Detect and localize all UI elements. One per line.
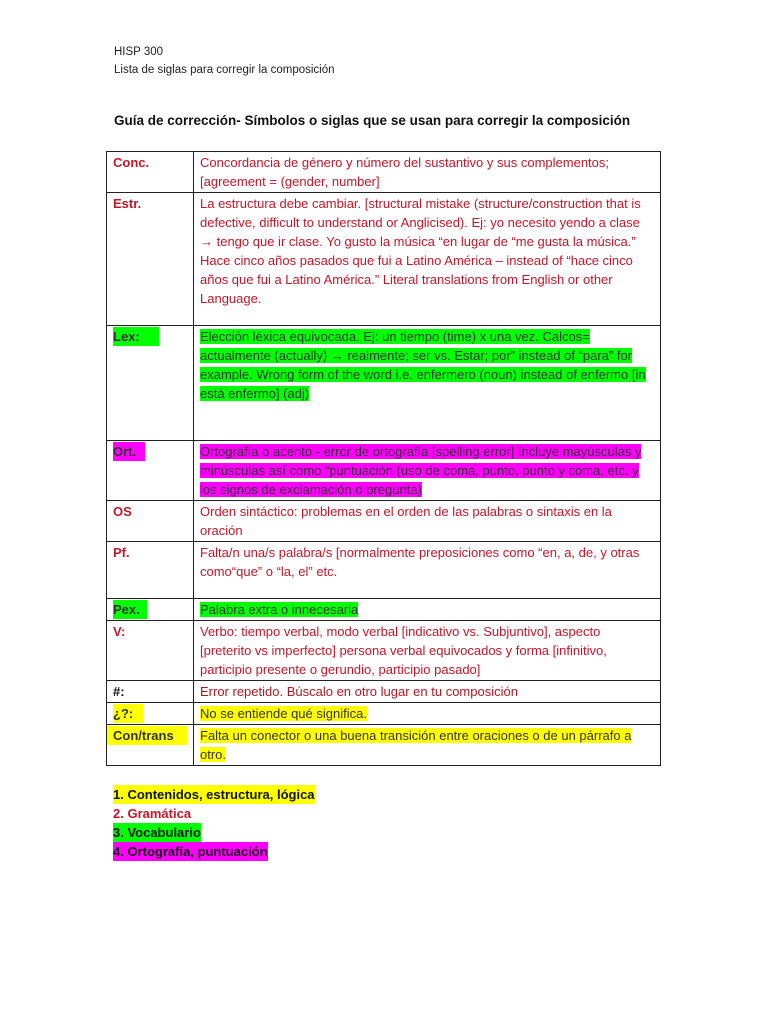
description-cell <box>194 441 661 501</box>
abbr-label: Estr. <box>113 196 142 211</box>
description-text: Falta/n una/s palabra/s [normalmente preposiciones como “en, a, de, y otras como“que” o “la, el” etc. <box>200 545 640 579</box>
abbr-cell <box>107 725 194 766</box>
abbr-cell <box>107 326 194 441</box>
description-cell <box>194 326 661 441</box>
abbr-label: Ort. <box>113 442 145 461</box>
abbr-cell <box>107 599 194 621</box>
abbr-label: Pf. <box>113 545 130 560</box>
table-row <box>107 703 661 725</box>
description-text: Ortografía o acento - error de ortografía [spelling error] Incluye mayúsculas y minúsculas así como “puntuación (uso de coma, punto, punto y coma, etc. y los signos de exclamación o pregunta) <box>200 444 642 497</box>
description-cell <box>194 599 661 621</box>
abbr-cell <box>107 542 194 599</box>
page-title: Guía de corrección- Símbolos o siglas que se usan para corregir la composición <box>114 113 631 128</box>
abbr-label: ¿?: <box>113 704 143 723</box>
table-row <box>107 193 661 326</box>
table-row <box>107 501 661 542</box>
abbr-label: Con/trans <box>107 726 187 745</box>
description-text: Orden sintáctico: problemas en el orden de las palabras o sintaxis en la oración <box>200 504 612 538</box>
table-row <box>107 542 661 599</box>
legend-item: 3. Vocabulario <box>113 825 201 840</box>
legend-item: 2. Gramática <box>113 806 192 821</box>
description-text: Concordancia de género y número del sustantivo y sus complementos; [agreement = (gender, number] <box>200 155 609 189</box>
arrow-right-icon: → <box>200 234 213 249</box>
abbr-label: Lex: <box>113 327 159 346</box>
abbr-label: OS <box>113 504 132 519</box>
abbr-cell <box>107 703 194 725</box>
legend-item: 1. Contenidos, estructura, lógica <box>113 787 315 802</box>
description-cell <box>194 152 661 193</box>
table-row <box>107 725 661 766</box>
document-subtitle: Lista de siglas para corregir la composición <box>114 64 335 76</box>
abbr-label: #: <box>113 684 125 699</box>
description-text: No se entiende qué significa. <box>200 706 367 721</box>
course-code: HISP 300 <box>114 46 164 58</box>
description-cell <box>194 193 661 326</box>
description-cell <box>194 725 661 766</box>
abbr-cell <box>107 152 194 193</box>
correction-table <box>106 151 661 766</box>
abbr-label: Conc. <box>113 155 150 170</box>
abbr-cell <box>107 621 194 681</box>
description-cell <box>194 501 661 542</box>
table-row <box>107 326 661 441</box>
abbr-cell <box>107 501 194 542</box>
description-text: Falta un conector o una buena transición entre oraciones o de un párrafo a otro. <box>200 728 632 762</box>
description-cell <box>194 703 661 725</box>
table-row <box>107 681 661 703</box>
table-row <box>107 152 661 193</box>
description-text: La estructura debe cambiar. [structural mistake (structure/construction that is defective, difficult to understand or Anglicised). Ej: yo necesito yendo a clase <box>200 196 641 230</box>
table-row <box>107 441 661 501</box>
abbr-cell <box>107 193 194 326</box>
abbr-label: Pex. <box>113 600 147 619</box>
arrow-right-icon: → <box>330 348 344 363</box>
skill-legend <box>113 785 315 861</box>
table-row <box>107 599 661 621</box>
description-text: Error repetido. Búscalo en otro lugar en tu composición <box>200 684 518 699</box>
abbr-cell <box>107 681 194 703</box>
description-text: Palabra extra o innecesaria <box>200 602 359 617</box>
legend-item: 4. Ortografía, puntuación <box>113 844 268 859</box>
description-text: Verbo: tiempo verbal, modo verbal [indicativo vs. Subjuntivo], aspecto [preterito vs imperfecto] persona verbal equivocados y forma [infinitivo, participio presente o gerundio, participio pasado] <box>200 624 607 677</box>
description-cell <box>194 542 661 599</box>
abbr-cell <box>107 441 194 501</box>
description-text: tengo que ir clase. Yo gusto la música “en lugar de “me gusta la música.” Hace cinco años pasados que fui a Latino América – instead of “hace cinco años que fui a Latino América.” Literal translations from English or other Language. <box>200 234 636 306</box>
table-row <box>107 621 661 681</box>
description-cell <box>194 621 661 681</box>
description-text: Elección léxica equivocada. Ej: un tiempo (time) x una vez. Calcos= actualmente (actually) <box>200 329 590 363</box>
description-cell <box>194 681 661 703</box>
description-text: realmente; ser vs. Estar; por” instead of “para” for example. Wrong form of the word i.e. enfermero (noun) instead of enfermo [in está enfermo] (adj) <box>200 348 646 401</box>
abbr-label: V: <box>113 624 126 639</box>
